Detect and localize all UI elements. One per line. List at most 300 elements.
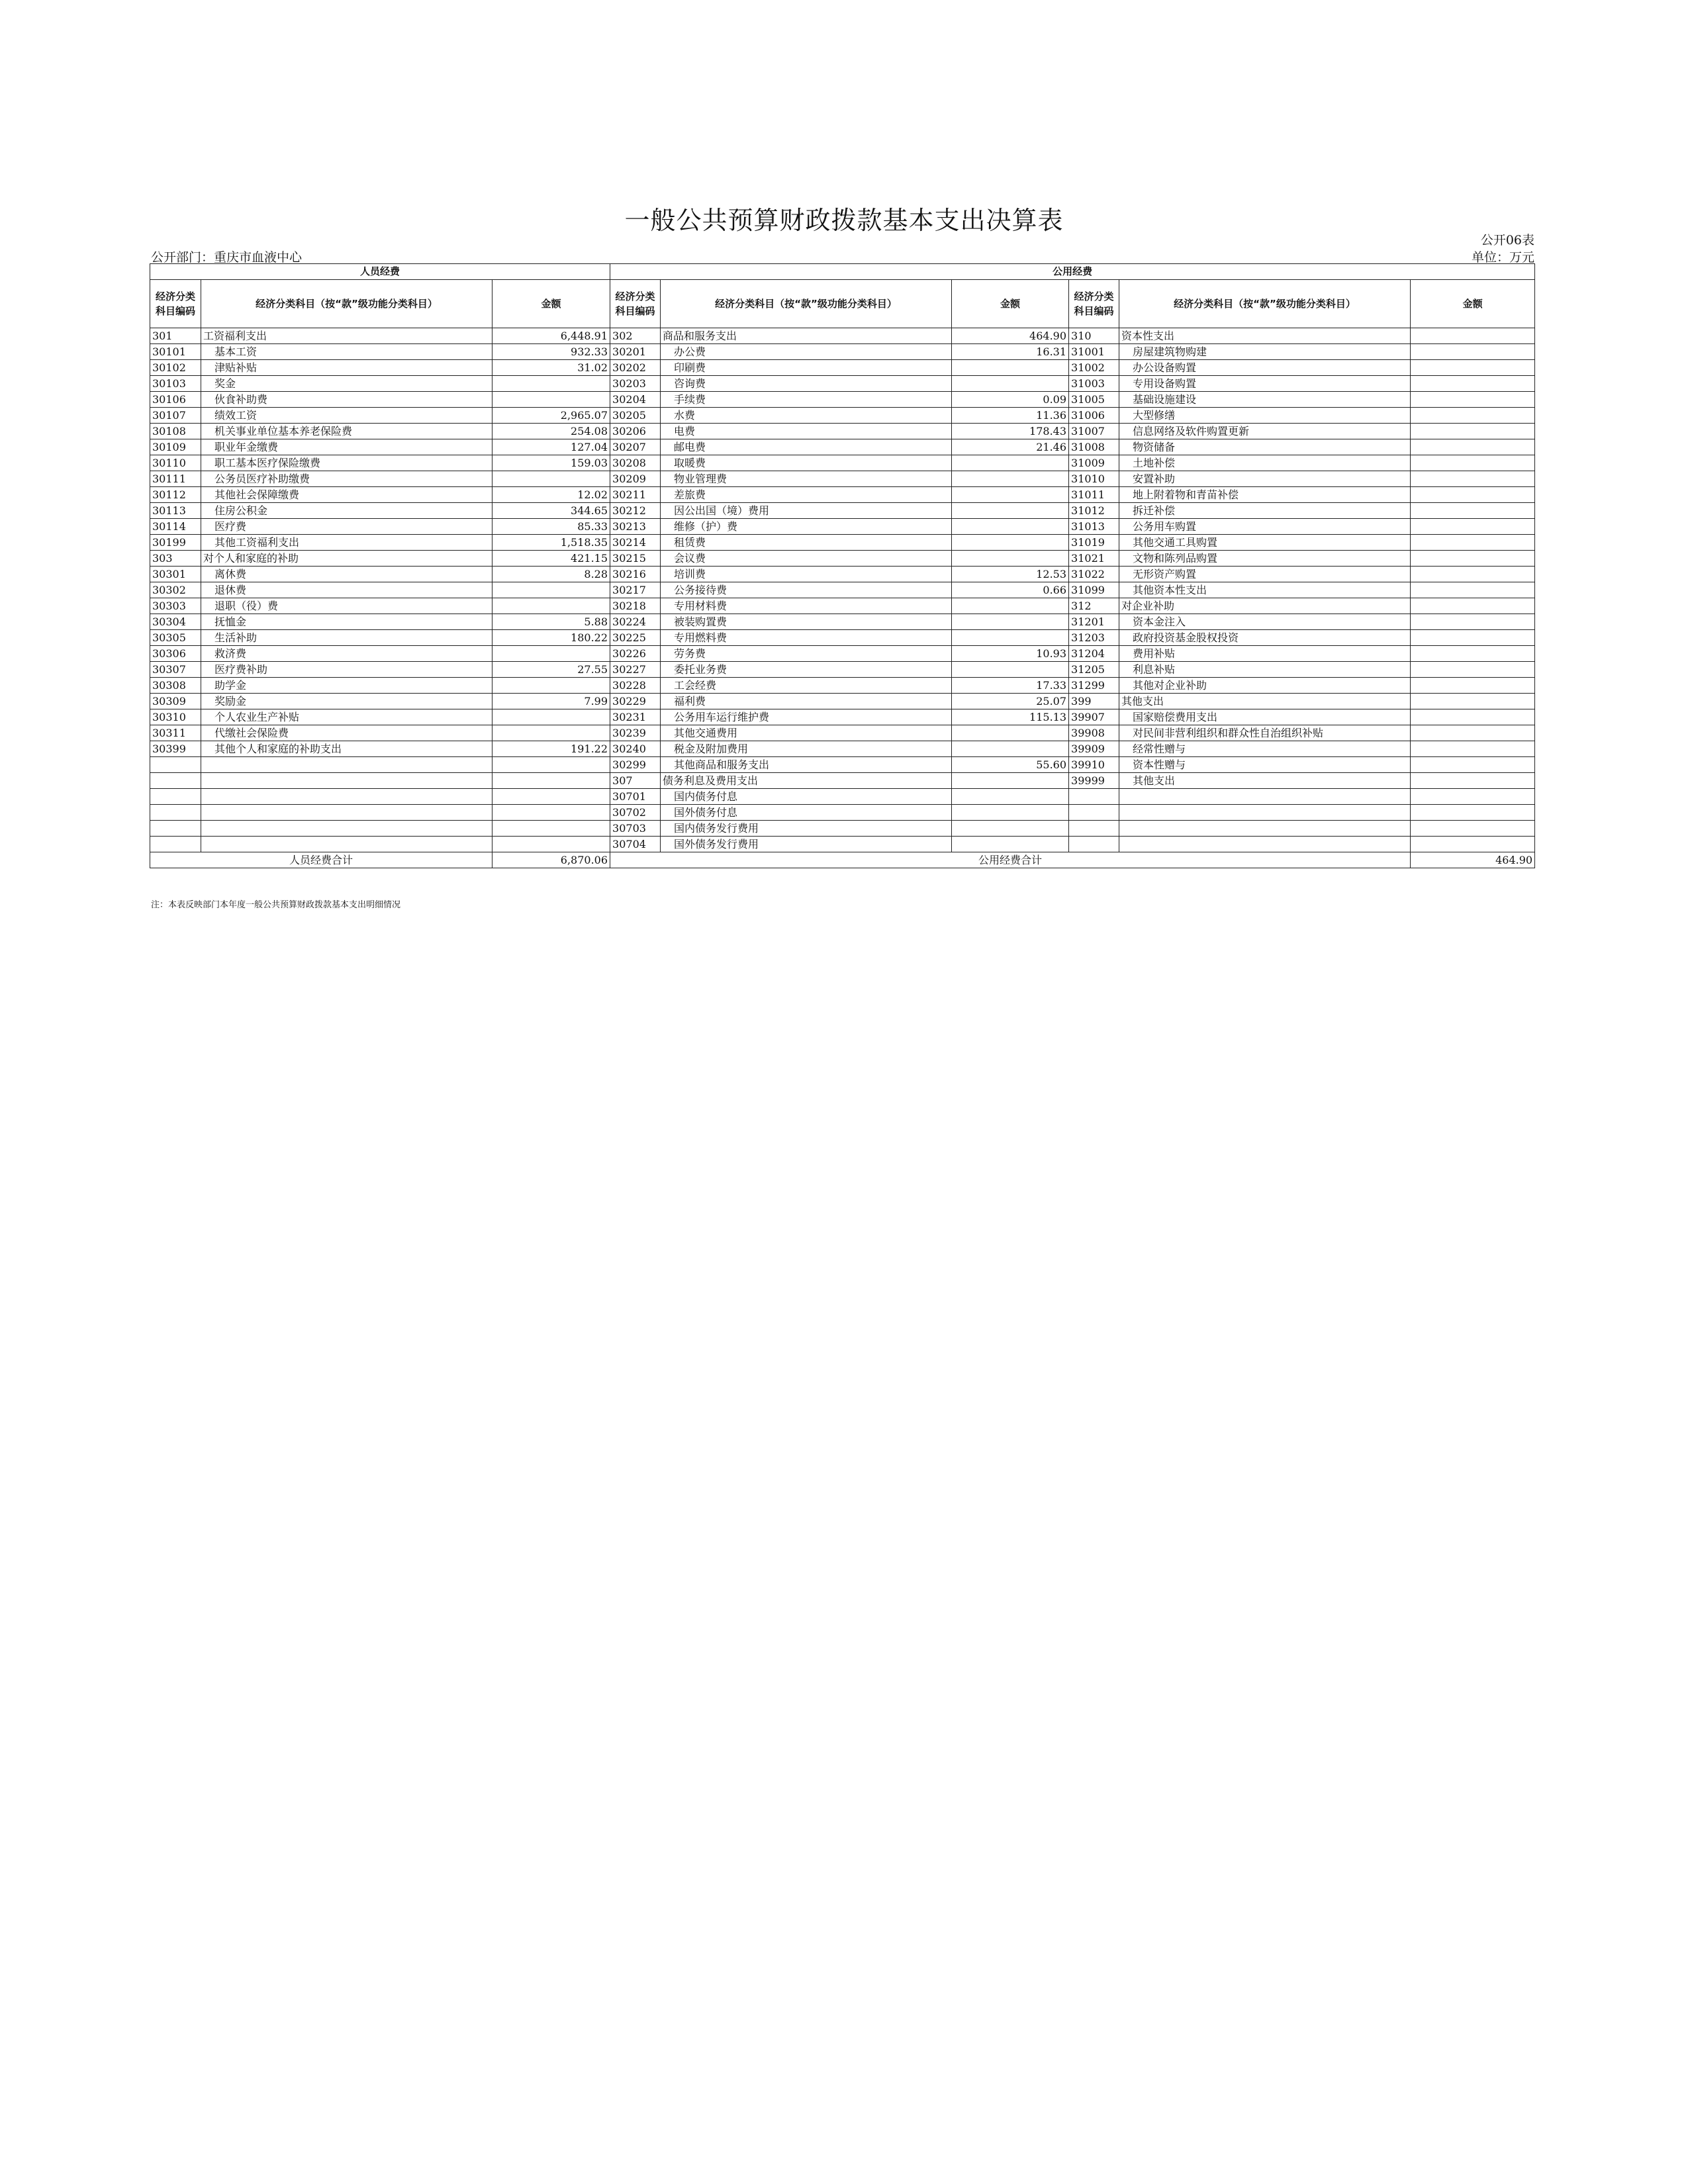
- group-header-row: [150, 264, 1535, 280]
- amount-cell: 16.31: [952, 344, 1069, 360]
- amount-cell: [1411, 614, 1535, 630]
- code-cell: 30229: [610, 694, 661, 709]
- public-total-amount: 464.90: [1411, 852, 1535, 868]
- code-cell: 30213: [610, 519, 661, 535]
- name-cell: 邮电费: [661, 439, 952, 455]
- name-cell: 物业管理费: [661, 471, 952, 487]
- code-cell: 30112: [150, 487, 201, 503]
- amount-cell: [492, 805, 610, 821]
- amount-cell: 178.43: [952, 424, 1069, 439]
- code-cell: 31205: [1069, 662, 1119, 678]
- table-row: [150, 741, 1535, 757]
- code-cell: 399: [1069, 694, 1119, 709]
- amount-cell: 25.07: [952, 694, 1069, 709]
- code-cell: 30203: [610, 376, 661, 392]
- name-cell: 代缴社会保险费: [201, 725, 492, 741]
- name-cell: 抚恤金: [201, 614, 492, 630]
- amount-cell: [1411, 328, 1535, 344]
- name-cell: 劳务费: [661, 646, 952, 662]
- personnel-total-amount: 6,870.06: [492, 852, 610, 868]
- name-cell: 伙食补助费: [201, 392, 492, 408]
- code-cell: 31012: [1069, 503, 1119, 519]
- name-cell: 资本性支出: [1119, 328, 1411, 344]
- table-row: [150, 821, 1535, 837]
- personnel-group-header: 人员经费: [150, 264, 610, 280]
- name-cell: 国外债务发行费用: [661, 837, 952, 852]
- code-cell: [150, 821, 201, 837]
- code-cell: 30202: [610, 360, 661, 376]
- name-cell: 工资福利支出: [201, 328, 492, 344]
- amount-cell: [1411, 725, 1535, 741]
- code-cell: 30103: [150, 376, 201, 392]
- code-cell: 31013: [1069, 519, 1119, 535]
- amount-cell: [952, 741, 1069, 757]
- code-cell: 30218: [610, 598, 661, 614]
- name-cell: 手续费: [661, 392, 952, 408]
- code-cell: 30306: [150, 646, 201, 662]
- table-row: [150, 360, 1535, 376]
- amount-cell: 932.33: [492, 344, 610, 360]
- code-cell: [150, 773, 201, 789]
- amount-cell: [952, 725, 1069, 741]
- name-cell: 其他商品和服务支出: [661, 757, 952, 773]
- amount-cell: [1411, 376, 1535, 392]
- amount-cell: 12.02: [492, 487, 610, 503]
- code-cell: 30206: [610, 424, 661, 439]
- code-cell: [1069, 805, 1119, 821]
- code-cell: 30703: [610, 821, 661, 837]
- amount-cell: [1411, 741, 1535, 757]
- amount-cell: 6,448.91: [492, 328, 610, 344]
- code-cell: 31007: [1069, 424, 1119, 439]
- table-row: [150, 598, 1535, 614]
- code-cell: 30208: [610, 455, 661, 471]
- amount-cell: [1411, 630, 1535, 646]
- code-cell: 307: [610, 773, 661, 789]
- code-cell: [150, 757, 201, 773]
- amount-cell: [492, 837, 610, 852]
- name-cell: 会议费: [661, 551, 952, 567]
- name-cell: 租赁费: [661, 535, 952, 551]
- code-cell: 31019: [1069, 535, 1119, 551]
- code-cell: 30299: [610, 757, 661, 773]
- name-cell: 国外债务付息: [661, 805, 952, 821]
- amount-cell: 8.28: [492, 567, 610, 582]
- amount-cell: [952, 455, 1069, 471]
- name-cell: 奖励金: [201, 694, 492, 709]
- code-cell: 30308: [150, 678, 201, 694]
- amount-cell: [1411, 344, 1535, 360]
- amount-cell: [1411, 773, 1535, 789]
- public-total-label: 公用经费合计: [610, 852, 1411, 868]
- amount-cell: [952, 789, 1069, 805]
- name-cell: 基本工资: [201, 344, 492, 360]
- amount-cell: 1,518.35: [492, 535, 610, 551]
- table-row: [150, 519, 1535, 535]
- code-cell: 31010: [1069, 471, 1119, 487]
- amount-cell: 27.55: [492, 662, 610, 678]
- code-cell: 31002: [1069, 360, 1119, 376]
- name-cell: 其他工资福利支出: [201, 535, 492, 551]
- amount-cell: 21.46: [952, 439, 1069, 455]
- code-cell: 30205: [610, 408, 661, 424]
- amount-cell: 254.08: [492, 424, 610, 439]
- name-cell: 债务利息及费用支出: [661, 773, 952, 789]
- name-cell: 办公费: [661, 344, 952, 360]
- name-cell: 拆迁补偿: [1119, 503, 1411, 519]
- amount-cell: [1411, 455, 1535, 471]
- amount-cell: [492, 757, 610, 773]
- code-cell: 312: [1069, 598, 1119, 614]
- public-group-header: 公用经费: [610, 264, 1535, 280]
- amount-cell: [1411, 567, 1535, 582]
- amount-cell: 12.53: [952, 567, 1069, 582]
- department-label: 公开部门：重庆市血液中心: [151, 250, 303, 265]
- name-cell: 费用补贴: [1119, 646, 1411, 662]
- code-cell: [150, 789, 201, 805]
- code-cell: 30215: [610, 551, 661, 567]
- code-cell: 30307: [150, 662, 201, 678]
- name-cell: 国内债务发行费用: [661, 821, 952, 837]
- name-cell: 其他个人和家庭的补助支出: [201, 741, 492, 757]
- code-cell: 31001: [1069, 344, 1119, 360]
- name-cell: 其他社会保障缴费: [201, 487, 492, 503]
- amount-cell: 55.60: [952, 757, 1069, 773]
- name-cell: 取暖费: [661, 455, 952, 471]
- name-cell: 对个人和家庭的补助: [201, 551, 492, 567]
- amount-cell: [952, 471, 1069, 487]
- code-cell: [150, 805, 201, 821]
- name-cell: 医疗费补助: [201, 662, 492, 678]
- code-cell: 302: [610, 328, 661, 344]
- name-cell: 公务接待费: [661, 582, 952, 598]
- name-cell: [201, 773, 492, 789]
- amount-cell: [952, 662, 1069, 678]
- name-cell: 工会经费: [661, 678, 952, 694]
- name-cell: [1119, 821, 1411, 837]
- table-row: [150, 837, 1535, 852]
- name-cell: 文物和陈列品购置: [1119, 551, 1411, 567]
- name-cell: 退职（役）费: [201, 598, 492, 614]
- amount-cell: [492, 646, 610, 662]
- amount-cell: 191.22: [492, 741, 610, 757]
- table-row: [150, 662, 1535, 678]
- name-cell: 其他资本性支出: [1119, 582, 1411, 598]
- table-row: [150, 487, 1535, 503]
- amount-cell: 464.90: [952, 328, 1069, 344]
- amount-cell: [492, 821, 610, 837]
- code-cell: 30201: [610, 344, 661, 360]
- code-cell: 30303: [150, 598, 201, 614]
- name-cell: 公务员医疗补助缴费: [201, 471, 492, 487]
- amount-cell: 10.93: [952, 646, 1069, 662]
- table-row: [150, 789, 1535, 805]
- name-cell: 信息网络及软件购置更新: [1119, 424, 1411, 439]
- amount-cell: [1411, 678, 1535, 694]
- name-cell: 专用燃料费: [661, 630, 952, 646]
- code-cell: 30225: [610, 630, 661, 646]
- name-cell: 绩效工资: [201, 408, 492, 424]
- table-row: [150, 773, 1535, 789]
- name-cell: 因公出国（境）费用: [661, 503, 952, 519]
- name-cell: 奖金: [201, 376, 492, 392]
- code-cell: 30227: [610, 662, 661, 678]
- name-cell: 政府投资基金股权投资: [1119, 630, 1411, 646]
- code-cell: 31299: [1069, 678, 1119, 694]
- code-header: 经济分类科目编码: [150, 280, 201, 328]
- name-cell: 其他支出: [1119, 694, 1411, 709]
- code-cell: 30239: [610, 725, 661, 741]
- code-cell: [1069, 789, 1119, 805]
- name-header: 经济分类科目（按“款”级功能分类科目）: [201, 280, 492, 328]
- amount-cell: [1411, 392, 1535, 408]
- amount-cell: [492, 709, 610, 725]
- table-row: [150, 535, 1535, 551]
- code-cell: 30301: [150, 567, 201, 582]
- code-cell: 310: [1069, 328, 1119, 344]
- amount-cell: [1411, 757, 1535, 773]
- amount-cell: [1411, 439, 1535, 455]
- name-cell: 基础设施建设: [1119, 392, 1411, 408]
- name-cell: [201, 789, 492, 805]
- code-cell: 30111: [150, 471, 201, 487]
- name-cell: 物资储备: [1119, 439, 1411, 455]
- code-cell: 30114: [150, 519, 201, 535]
- page-title: 一般公共预算财政拨款基本支出决算表: [624, 206, 1064, 235]
- name-cell: [201, 757, 492, 773]
- amount-cell: [1411, 424, 1535, 439]
- code-cell: 30702: [610, 805, 661, 821]
- code-cell: 30226: [610, 646, 661, 662]
- amount-cell: [1411, 487, 1535, 503]
- code-cell: 30214: [610, 535, 661, 551]
- unit-label: 单位：万元: [1471, 250, 1534, 265]
- amount-cell: 17.33: [952, 678, 1069, 694]
- name-cell: 房屋建筑物购建: [1119, 344, 1411, 360]
- amount-cell: 127.04: [492, 439, 610, 455]
- name-cell: 专用设备购置: [1119, 376, 1411, 392]
- table-row: [150, 408, 1535, 424]
- amount-cell: [492, 678, 610, 694]
- amount-cell: [1411, 662, 1535, 678]
- name-cell: 大型修缮: [1119, 408, 1411, 424]
- table-row: [150, 646, 1535, 662]
- code-cell: 30212: [610, 503, 661, 519]
- amount-cell: 0.09: [952, 392, 1069, 408]
- code-cell: 30309: [150, 694, 201, 709]
- code-cell: 39909: [1069, 741, 1119, 757]
- name-cell: 助学金: [201, 678, 492, 694]
- amount-cell: [952, 837, 1069, 852]
- table-row: [150, 328, 1535, 344]
- code-cell: 31005: [1069, 392, 1119, 408]
- name-cell: 国家赔偿费用支出: [1119, 709, 1411, 725]
- name-cell: 离休费: [201, 567, 492, 582]
- name-cell: 土地补偿: [1119, 455, 1411, 471]
- code-cell: 31011: [1069, 487, 1119, 503]
- name-cell: 差旅费: [661, 487, 952, 503]
- table-row: [150, 392, 1535, 408]
- name-cell: 办公设备购置: [1119, 360, 1411, 376]
- amount-cell: [1411, 709, 1535, 725]
- amount-cell: [1411, 471, 1535, 487]
- column-header-row: [150, 280, 1535, 328]
- code-cell: 31006: [1069, 408, 1119, 424]
- amount-cell: [1411, 821, 1535, 837]
- code-cell: 30231: [610, 709, 661, 725]
- name-cell: 公务用车购置: [1119, 519, 1411, 535]
- code-cell: 30217: [610, 582, 661, 598]
- name-cell: 对企业补助: [1119, 598, 1411, 614]
- code-cell: 30216: [610, 567, 661, 582]
- totals-row: [150, 852, 1535, 868]
- name-cell: 对民间非营利组织和群众性自治组织补贴: [1119, 725, 1411, 741]
- amount-header: 金额: [492, 280, 610, 328]
- name-cell: 其他交通工具购置: [1119, 535, 1411, 551]
- amount-cell: [952, 487, 1069, 503]
- code-cell: 31003: [1069, 376, 1119, 392]
- name-cell: 其他对企业补助: [1119, 678, 1411, 694]
- table-row: [150, 757, 1535, 773]
- amount-cell: 0.66: [952, 582, 1069, 598]
- name-header: 经济分类科目（按“款”级功能分类科目）: [661, 280, 952, 328]
- name-cell: 经常性赠与: [1119, 741, 1411, 757]
- name-cell: 维修（护）费: [661, 519, 952, 535]
- amount-cell: [1411, 519, 1535, 535]
- amount-cell: [1411, 789, 1535, 805]
- amount-cell: [952, 535, 1069, 551]
- amount-cell: [952, 821, 1069, 837]
- amount-cell: 115.13: [952, 709, 1069, 725]
- name-cell: 委托业务费: [661, 662, 952, 678]
- amount-header: 金额: [1411, 280, 1535, 328]
- amount-cell: [1411, 805, 1535, 821]
- amount-cell: [492, 773, 610, 789]
- amount-header: 金额: [952, 280, 1069, 328]
- code-header: 经济分类科目编码: [610, 280, 661, 328]
- name-cell: 利息补贴: [1119, 662, 1411, 678]
- code-cell: 30113: [150, 503, 201, 519]
- table-row: [150, 376, 1535, 392]
- name-cell: 印刷费: [661, 360, 952, 376]
- amount-cell: [1411, 535, 1535, 551]
- code-cell: 30199: [150, 535, 201, 551]
- code-cell: 30110: [150, 455, 201, 471]
- name-cell: [201, 837, 492, 852]
- amount-cell: [492, 471, 610, 487]
- amount-cell: 344.65: [492, 503, 610, 519]
- name-cell: 其他支出: [1119, 773, 1411, 789]
- table-row: [150, 344, 1535, 360]
- expenditure-table: [150, 263, 1535, 868]
- name-cell: 资本金注入: [1119, 614, 1411, 630]
- name-cell: 个人农业生产补贴: [201, 709, 492, 725]
- code-cell: [1069, 821, 1119, 837]
- code-cell: 30302: [150, 582, 201, 598]
- name-cell: 培训费: [661, 567, 952, 582]
- amount-cell: [952, 630, 1069, 646]
- amount-cell: [1411, 694, 1535, 709]
- name-cell: 救济费: [201, 646, 492, 662]
- name-cell: 无形资产购置: [1119, 567, 1411, 582]
- code-cell: 30107: [150, 408, 201, 424]
- table-row: [150, 582, 1535, 598]
- amount-cell: [952, 773, 1069, 789]
- amount-cell: [1411, 360, 1535, 376]
- footnote: 注：本表反映部门本年度一般公共预算财政拨款基本支出明细情况: [151, 900, 401, 910]
- code-cell: 30305: [150, 630, 201, 646]
- code-cell: 39999: [1069, 773, 1119, 789]
- name-cell: 税金及附加费用: [661, 741, 952, 757]
- amount-cell: [1411, 598, 1535, 614]
- name-cell: 退休费: [201, 582, 492, 598]
- code-cell: [150, 837, 201, 852]
- amount-cell: [952, 805, 1069, 821]
- code-cell: 31203: [1069, 630, 1119, 646]
- name-cell: 其他交通费用: [661, 725, 952, 741]
- table-row: [150, 455, 1535, 471]
- name-cell: 医疗费: [201, 519, 492, 535]
- amount-cell: [1411, 646, 1535, 662]
- code-cell: 30311: [150, 725, 201, 741]
- name-cell: 职业年金缴费: [201, 439, 492, 455]
- amount-cell: 31.02: [492, 360, 610, 376]
- name-cell: 公务用车运行维护费: [661, 709, 952, 725]
- amount-cell: 421.15: [492, 551, 610, 567]
- code-cell: 31008: [1069, 439, 1119, 455]
- code-cell: 31099: [1069, 582, 1119, 598]
- amount-cell: [492, 376, 610, 392]
- amount-cell: [492, 598, 610, 614]
- name-cell: 水费: [661, 408, 952, 424]
- code-cell: 30310: [150, 709, 201, 725]
- name-cell: 地上附着物和青苗补偿: [1119, 487, 1411, 503]
- code-cell: 39907: [1069, 709, 1119, 725]
- amount-cell: [952, 551, 1069, 567]
- code-header: 经济分类科目编码: [1069, 280, 1119, 328]
- code-cell: 303: [150, 551, 201, 567]
- table-row: [150, 567, 1535, 582]
- table-row: [150, 551, 1535, 567]
- table-row: [150, 725, 1535, 741]
- name-cell: [1119, 789, 1411, 805]
- code-cell: 30304: [150, 614, 201, 630]
- amount-cell: [1411, 408, 1535, 424]
- name-cell: 住房公积金: [201, 503, 492, 519]
- name-cell: 被装购置费: [661, 614, 952, 630]
- code-cell: 30207: [610, 439, 661, 455]
- name-cell: 福利费: [661, 694, 952, 709]
- name-cell: 资本性赠与: [1119, 757, 1411, 773]
- amount-cell: [492, 789, 610, 805]
- amount-cell: [1411, 837, 1535, 852]
- amount-cell: 5.88: [492, 614, 610, 630]
- code-cell: 30204: [610, 392, 661, 408]
- table-row: [150, 630, 1535, 646]
- name-cell: 生活补助: [201, 630, 492, 646]
- code-cell: 31009: [1069, 455, 1119, 471]
- code-cell: 30109: [150, 439, 201, 455]
- name-cell: 电费: [661, 424, 952, 439]
- code-cell: 31204: [1069, 646, 1119, 662]
- code-cell: 31021: [1069, 551, 1119, 567]
- amount-cell: 11.36: [952, 408, 1069, 424]
- code-cell: 30108: [150, 424, 201, 439]
- code-cell: 30240: [610, 741, 661, 757]
- amount-cell: [952, 376, 1069, 392]
- name-cell: [201, 821, 492, 837]
- amount-cell: [952, 360, 1069, 376]
